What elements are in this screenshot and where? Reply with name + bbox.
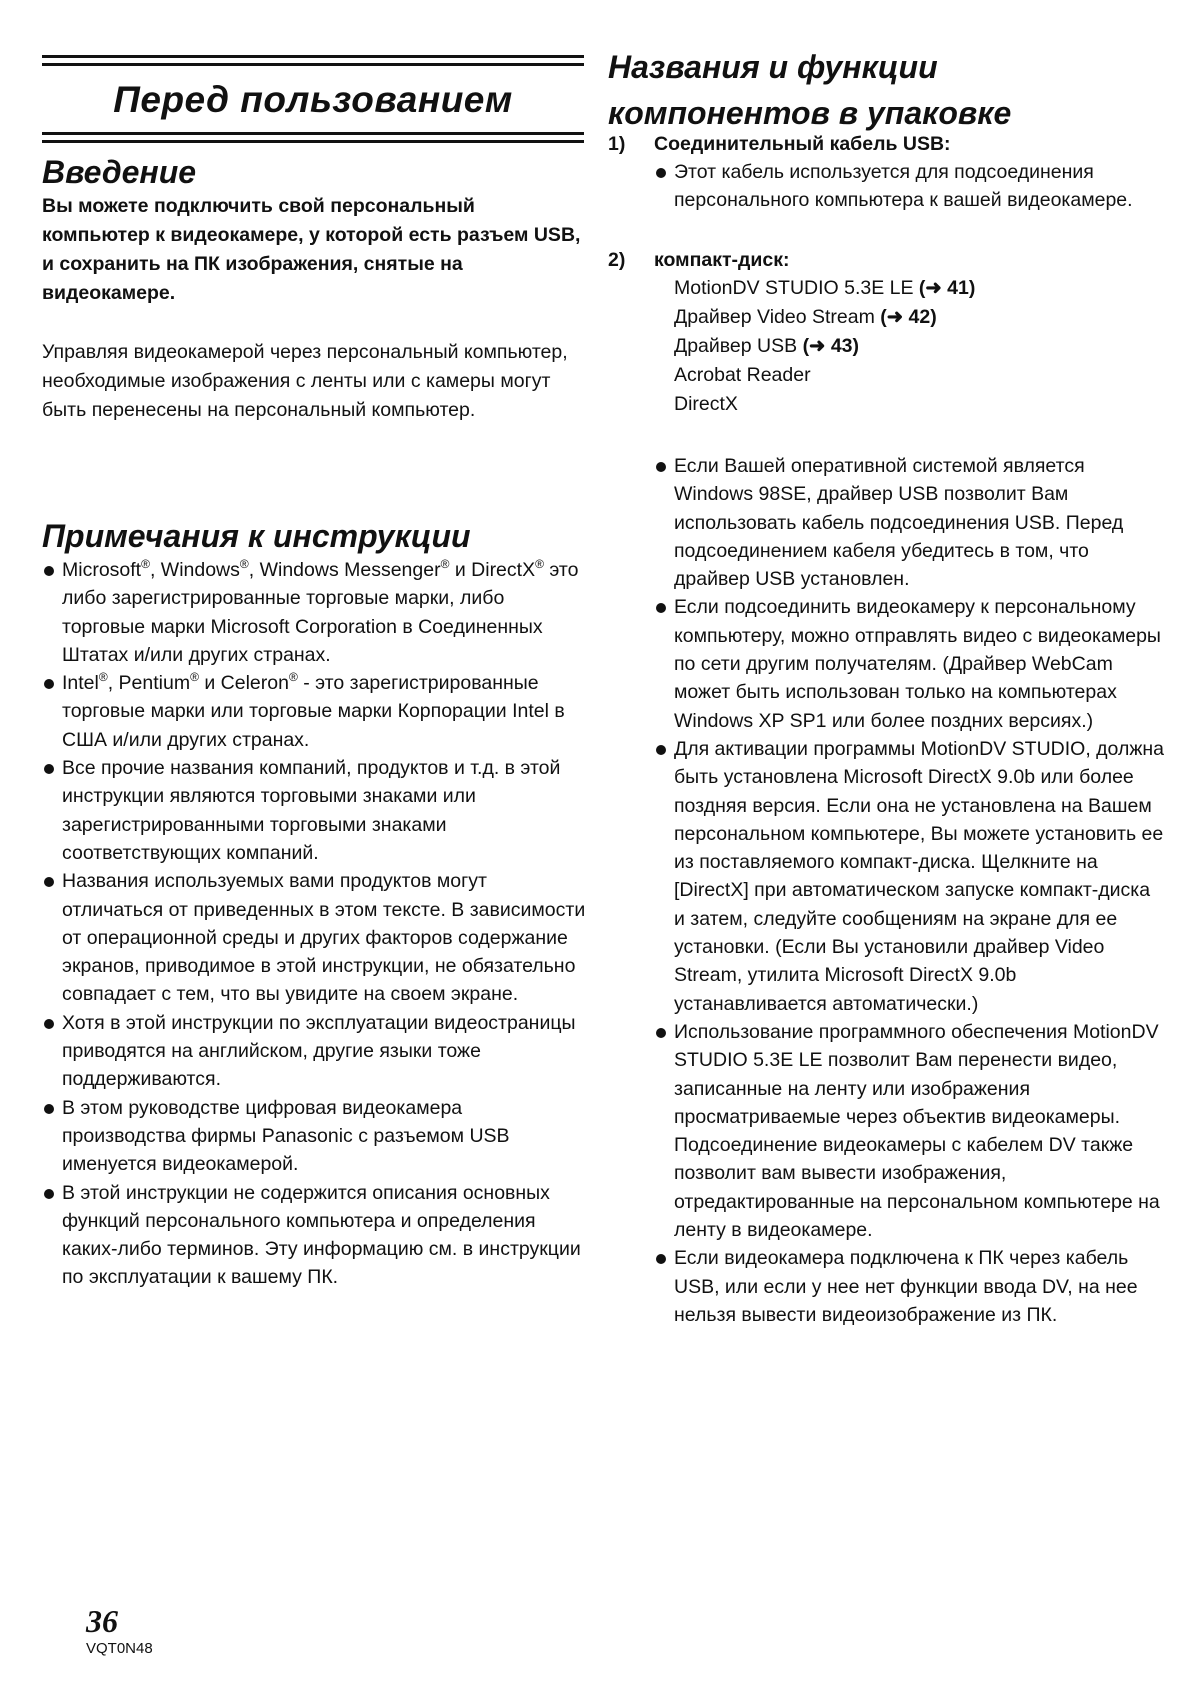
- bullet-icon: [656, 1028, 666, 1038]
- bullet-icon: [44, 764, 54, 774]
- item-cd-heading: 2) компакт-диск:: [608, 249, 790, 271]
- page-title: Перед пользованием: [113, 79, 513, 120]
- list-item: Этот кабель используется для подсоединения персонального компьютера к вашей видеокамере.: [654, 158, 1154, 215]
- bullet-icon: [656, 462, 666, 472]
- cd-item: Acrobat Reader: [674, 364, 811, 386]
- bullet-icon: [656, 745, 666, 755]
- notes-heading: Примечания к инструкции: [42, 518, 471, 554]
- list-item: Intel®, Pentium® и Celeron® - это зарегистрированные торговые марки или торговые марки Корпорации Intel в США и/или других странах.: [42, 669, 590, 754]
- notes-list-right: [654, 452, 1164, 1329]
- document-code: VQT0N48: [86, 1640, 153, 1657]
- components-heading: Названия и функции компонентов в упаковке: [608, 49, 1012, 131]
- page-number: 36: [86, 1603, 118, 1639]
- usb-cable-notes: [654, 158, 1154, 215]
- list-item: Хотя в этой инструкции по эксплуатации видеостраницы приводятся на английском, другие языки тоже поддерживаются.: [42, 1009, 590, 1094]
- list-item: Если видеокамера подключена к ПК через кабель USB, или если у нее нет функции ввода DV, на нее нельзя вывести видеоизображение из ПК.: [654, 1244, 1164, 1329]
- list-item: Microsoft®, Windows®, Windows Messenger® и DirectX® это либо зарегистрированные торговые марки, либо торговые марки Microsoft Corporation в Соединенных Штатах и/или других странах.: [42, 556, 590, 669]
- cd-item: MotionDV STUDIO 5.3E LE (➜ 41): [674, 277, 976, 299]
- cd-item: Драйвер USB (➜ 43): [674, 335, 859, 357]
- intro-lead: Вы можете подключить свой персональный компьютер к видеокамере, у которой есть разъем USB, и сохранить на ПК изображения, снятые на видеокамере.: [42, 195, 581, 304]
- list-item: Использование программного обеспечения MotionDV STUDIO 5.3E LE позволит Вам перенести видео, записанные на ленту или изображения просматриваемые через объектив видеокамеры. Подсоединение видеокамеры с кабелем DV также позволит вам вывести изображения, отредактированные на персональном компьютере на ленту в видеокамере.: [654, 1018, 1164, 1244]
- list-item: Если Вашей оперативной системой является Windows 98SE, драйвер USB позволит Вам использовать кабель подсоединения USB. Перед подсоединением кабеля убедитесь в том, что драйвер USB установлен.: [654, 452, 1164, 593]
- title-rule-bottom: [42, 132, 584, 143]
- bullet-icon: [656, 603, 666, 613]
- list-item: В этом руководстве цифровая видеокамера производства фирмы Panasonic с разъемом USB именуется видеокамерой.: [42, 1094, 590, 1179]
- intro-paragraph: Управляя видеокамерой через персональный компьютер, необходимые изображения с ленты или с камеры могут быть перенесены на персональный компьютер.: [42, 341, 568, 421]
- bullet-icon: [44, 679, 54, 689]
- page-reference-link: (➜ 42): [880, 306, 937, 328]
- page-reference-link: (➜ 43): [802, 335, 859, 357]
- bullet-icon: [44, 566, 54, 576]
- bullet-icon: [44, 1104, 54, 1114]
- bullet-icon: [656, 1254, 666, 1264]
- cd-item: DirectX: [674, 393, 738, 415]
- cd-contents-list: [674, 274, 975, 419]
- list-item: Все прочие названия компаний, продуктов и т.д. в этой инструкции являются торговыми знаками или зарегистрированными торговыми знаками соответствующих компаний.: [42, 754, 590, 867]
- list-item: Если подсоединить видеокамеру к персональному компьютеру, можно отправлять видео с видеокамеры по сети другим получателям. (Драйвер WebCam может быть использован только на компьютерах Windows XP SP1 или более поздних версиях.): [654, 593, 1164, 734]
- bullet-icon: [44, 1019, 54, 1029]
- page-reference-link: (➜ 41): [918, 277, 976, 299]
- item-usb-cable-heading: 1) Соединительный кабель USB:: [608, 133, 951, 155]
- intro-heading: Введение: [42, 154, 197, 190]
- title-rule-top: [42, 55, 584, 66]
- list-item: В этой инструкции не содержится описания основных функций персонального компьютера и определения каких-либо терминов. Эту информацию см. в инструкции по эксплуатации к вашему ПК.: [42, 1179, 590, 1292]
- bullet-icon: [44, 1189, 54, 1199]
- bullet-icon: [44, 877, 54, 887]
- notes-list: [42, 556, 590, 1292]
- list-item: Названия используемых вами продуктов могут отличаться от приведенных в этом тексте. В зависимости от операционной среды и других факторов содержание экранов, приводимое в этой инструкции, не обязательно совпадает с тем, что вы увидите на своем экране.: [42, 867, 590, 1008]
- list-item: Для активации программы MotionDV STUDIO, должна быть установлена Microsoft DirectX 9.0b или более поздняя версия. Если она не установлена на Вашем персональном компьютере, Вы можете установить ее из поставляемого компакт-диска. Щелкните на [DirectX] при автоматическом запуске компакт-диска и затем, следуйте сообщениям на экране для ее установки. (Если Вы установили драйвер Video Stream, утилита Microsoft DirectX 9.0b устанавливается автоматически.): [654, 735, 1164, 1018]
- cd-item: Драйвер Video Stream (➜ 42): [674, 306, 937, 328]
- bullet-icon: [656, 168, 666, 178]
